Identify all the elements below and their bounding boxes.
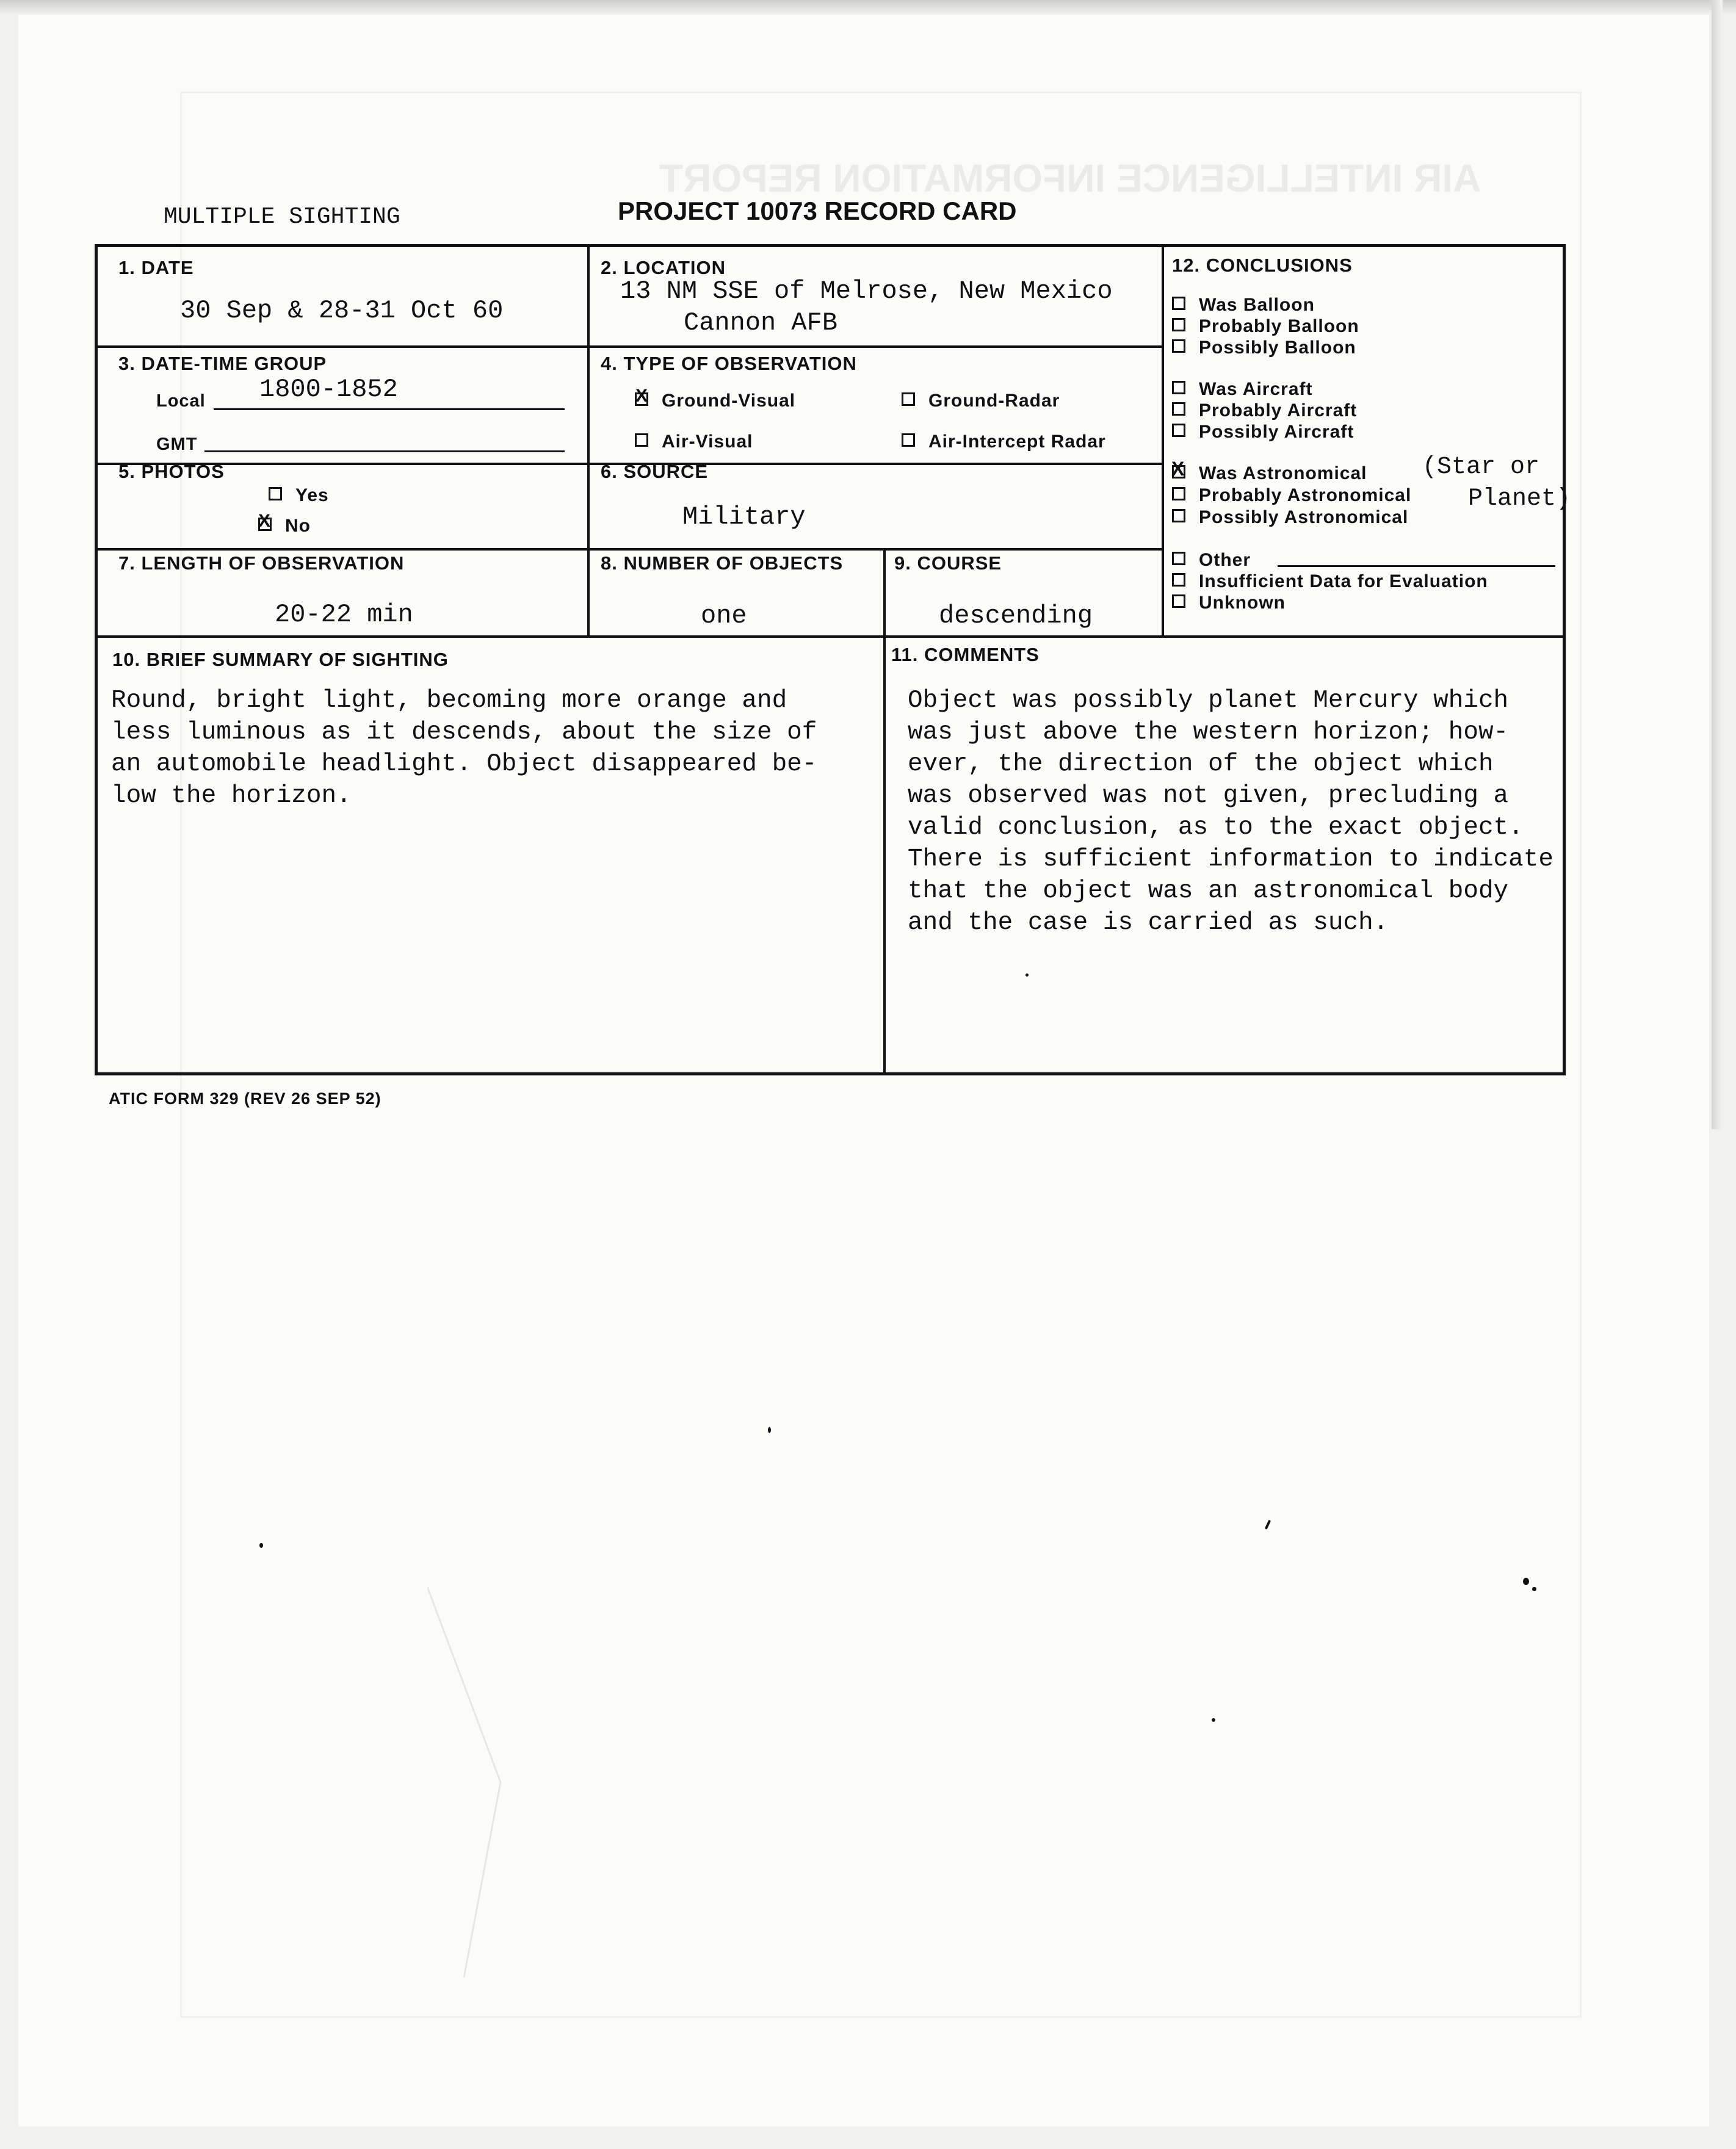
probably-balloon-label: Probably Balloon [1199, 316, 1359, 336]
observation-type-label: 4. TYPE OF OBSERVATION [601, 353, 857, 374]
checkbox-probably-aircraft [1172, 402, 1185, 416]
gmt-underline [204, 450, 565, 452]
comments-line: that the object was an astronomical body [908, 877, 1509, 905]
other-underline [1278, 565, 1555, 567]
date-label: 1. DATE [118, 257, 194, 278]
conclusion-possibly-aircraft [1172, 422, 1354, 442]
possibly-aircraft-label: Possibly Aircraft [1199, 422, 1354, 442]
location-line-1: 13 NM SSE of Melrose, New Mexico [620, 276, 1113, 306]
form-number: ATIC FORM 329 (REV 26 SEP 52) [109, 1089, 382, 1108]
astronomical-annotation-line-1: (Star or [1422, 453, 1540, 481]
checkbox-ground-visual [635, 386, 649, 406]
gmt-label: GMT [156, 435, 198, 454]
photos-no-label: No [285, 516, 311, 536]
option-air-visual [635, 432, 753, 452]
course-label: 9. COURSE [894, 552, 1002, 574]
row-divider-1 [98, 345, 1162, 348]
comments-line: valid conclusion, as to the exact object. [908, 814, 1524, 842]
conclusion-possibly-astronomical [1172, 507, 1408, 528]
summary-text [111, 685, 817, 812]
option-ground-visual [635, 386, 796, 411]
photos-label: 5. PHOTOS [118, 461, 225, 482]
conclusion-other [1172, 550, 1251, 571]
checkbox-was-astronomical [1171, 458, 1185, 480]
option-photos-no [258, 511, 311, 536]
summary-line: less luminous as it descends, about the size of [111, 718, 817, 746]
scan-top-edge [0, 0, 1736, 15]
card-title: PROJECT 10073 RECORD CARD [618, 197, 1017, 225]
scan-speck [1025, 973, 1029, 977]
comments-text [908, 685, 1553, 939]
paper-crease [427, 1587, 549, 2014]
scan-speck [768, 1427, 771, 1433]
number-objects-value: one [701, 601, 747, 630]
astronomical-annotation-line-2: Planet) [1468, 485, 1571, 513]
was-astronomical-label: Was Astronomical [1199, 463, 1367, 483]
date-value: 30 Sep & 28-31 Oct 60 [180, 296, 504, 325]
ground-radar-label: Ground-Radar [928, 391, 1060, 411]
probably-aircraft-label: Probably Aircraft [1199, 400, 1358, 421]
record-card [95, 244, 1571, 1075]
conclusion-insufficient-data [1172, 571, 1488, 592]
air-intercept-radar-label: Air-Intercept Radar [928, 432, 1106, 452]
checkbox-photos-no [258, 511, 272, 531]
checkbox-photos-yes [269, 487, 282, 500]
checkbox-was-balloon [1172, 297, 1185, 310]
number-objects-label: 8. NUMBER OF OBJECTS [601, 552, 844, 574]
checkbox-air-intercept-radar [902, 433, 915, 447]
checkbox-ground-radar [902, 392, 915, 406]
conclusion-unknown [1172, 593, 1286, 613]
scan-right-edge [1712, 0, 1723, 1129]
local-label: Local [156, 391, 206, 411]
checkbox-was-aircraft [1172, 381, 1185, 394]
summary-line: Round, bright light, becoming more orange and [111, 687, 787, 715]
divider-col-a [587, 247, 590, 637]
divider-col-c [1162, 247, 1164, 637]
location-label: 2. LOCATION [601, 257, 726, 278]
checkbox-possibly-balloon [1172, 339, 1185, 353]
checkbox-air-visual [635, 433, 648, 447]
comments-label: 11. COMMENTS [891, 644, 1040, 665]
conclusion-probably-balloon [1172, 316, 1359, 337]
checkbox-probably-balloon [1172, 318, 1185, 331]
check-mark-photos-no: X [258, 511, 272, 531]
length-label: 7. LENGTH OF OBSERVATION [118, 552, 405, 574]
other-label: Other [1199, 550, 1251, 570]
comments-line: Object was possibly planet Mercury which [908, 687, 1509, 715]
summary-label: 10. BRIEF SUMMARY OF SIGHTING [112, 649, 449, 670]
checkbox-other [1172, 552, 1185, 565]
option-ground-radar [902, 391, 1060, 411]
option-air-intercept-radar [902, 432, 1106, 452]
conclusion-was-balloon [1172, 295, 1315, 316]
conclusion-was-astronomical [1171, 458, 1367, 484]
source-value: Military [682, 502, 806, 532]
checkbox-probably-astronomical [1172, 487, 1185, 500]
ground-visual-label: Ground-Visual [662, 391, 796, 411]
row-divider-3 [98, 548, 1162, 551]
row-divider-4 [98, 635, 1563, 638]
checkbox-possibly-astronomical [1172, 509, 1185, 522]
location-line-2: Cannon AFB [684, 308, 838, 338]
conclusion-probably-aircraft [1172, 400, 1357, 421]
scan-speck [1212, 1718, 1215, 1722]
probably-astronomical-label: Probably Astronomical [1199, 485, 1412, 505]
checkbox-possibly-aircraft [1172, 424, 1185, 437]
conclusion-possibly-balloon [1172, 338, 1356, 358]
summary-line: low the horizon. [111, 782, 352, 810]
dtg-label: 3. DATE-TIME GROUP [118, 353, 327, 374]
local-time-value: 1800-1852 [259, 375, 398, 404]
multiple-sighting-note: MULTIPLE SIGHTING [164, 204, 400, 230]
local-time-underline [214, 408, 565, 410]
checkbox-insufficient-data [1172, 573, 1185, 587]
conclusion-was-aircraft [1172, 379, 1313, 400]
conclusions-label: 12. CONCLUSIONS [1172, 255, 1353, 276]
option-photos-yes [269, 485, 329, 506]
comments-line: was observed was not given, precluding a [908, 782, 1509, 810]
comments-line: was just above the western horizon; how- [908, 718, 1509, 746]
scan-speck [1532, 1587, 1536, 1591]
check-mark-ground-visual: X [635, 386, 649, 406]
checkbox-unknown [1172, 594, 1185, 608]
air-visual-label: Air-Visual [662, 432, 753, 452]
comments-line: ever, the direction of the object which [908, 750, 1494, 778]
photos-yes-label: Yes [295, 485, 329, 505]
course-value: descending [939, 601, 1093, 630]
scan-speck [1523, 1578, 1529, 1585]
comments-line: and the case is carried as such. [908, 909, 1389, 937]
insufficient-data-label: Insufficient Data for Evaluation [1199, 571, 1488, 591]
source-label: 6. SOURCE [601, 461, 709, 482]
comments-line: There is sufficient information to indicate [908, 845, 1553, 873]
check-mark-was-astronomical: X [1171, 458, 1185, 480]
divider-col-b-upper [883, 548, 886, 637]
summary-line: an automobile headlight. Object disappeared be- [111, 750, 817, 778]
bleed-through-title: AIR INTELLIGENCE INFORMATION REPORT [659, 156, 1481, 200]
possibly-astronomical-label: Possibly Astronomical [1199, 507, 1409, 527]
possibly-balloon-label: Possibly Balloon [1199, 338, 1356, 358]
was-balloon-label: Was Balloon [1199, 295, 1315, 315]
scan-speck [259, 1543, 263, 1548]
length-value: 20-22 min [275, 600, 413, 629]
was-aircraft-label: Was Aircraft [1199, 379, 1313, 399]
conclusion-probably-astronomical [1172, 485, 1411, 506]
unknown-label: Unknown [1199, 593, 1286, 613]
